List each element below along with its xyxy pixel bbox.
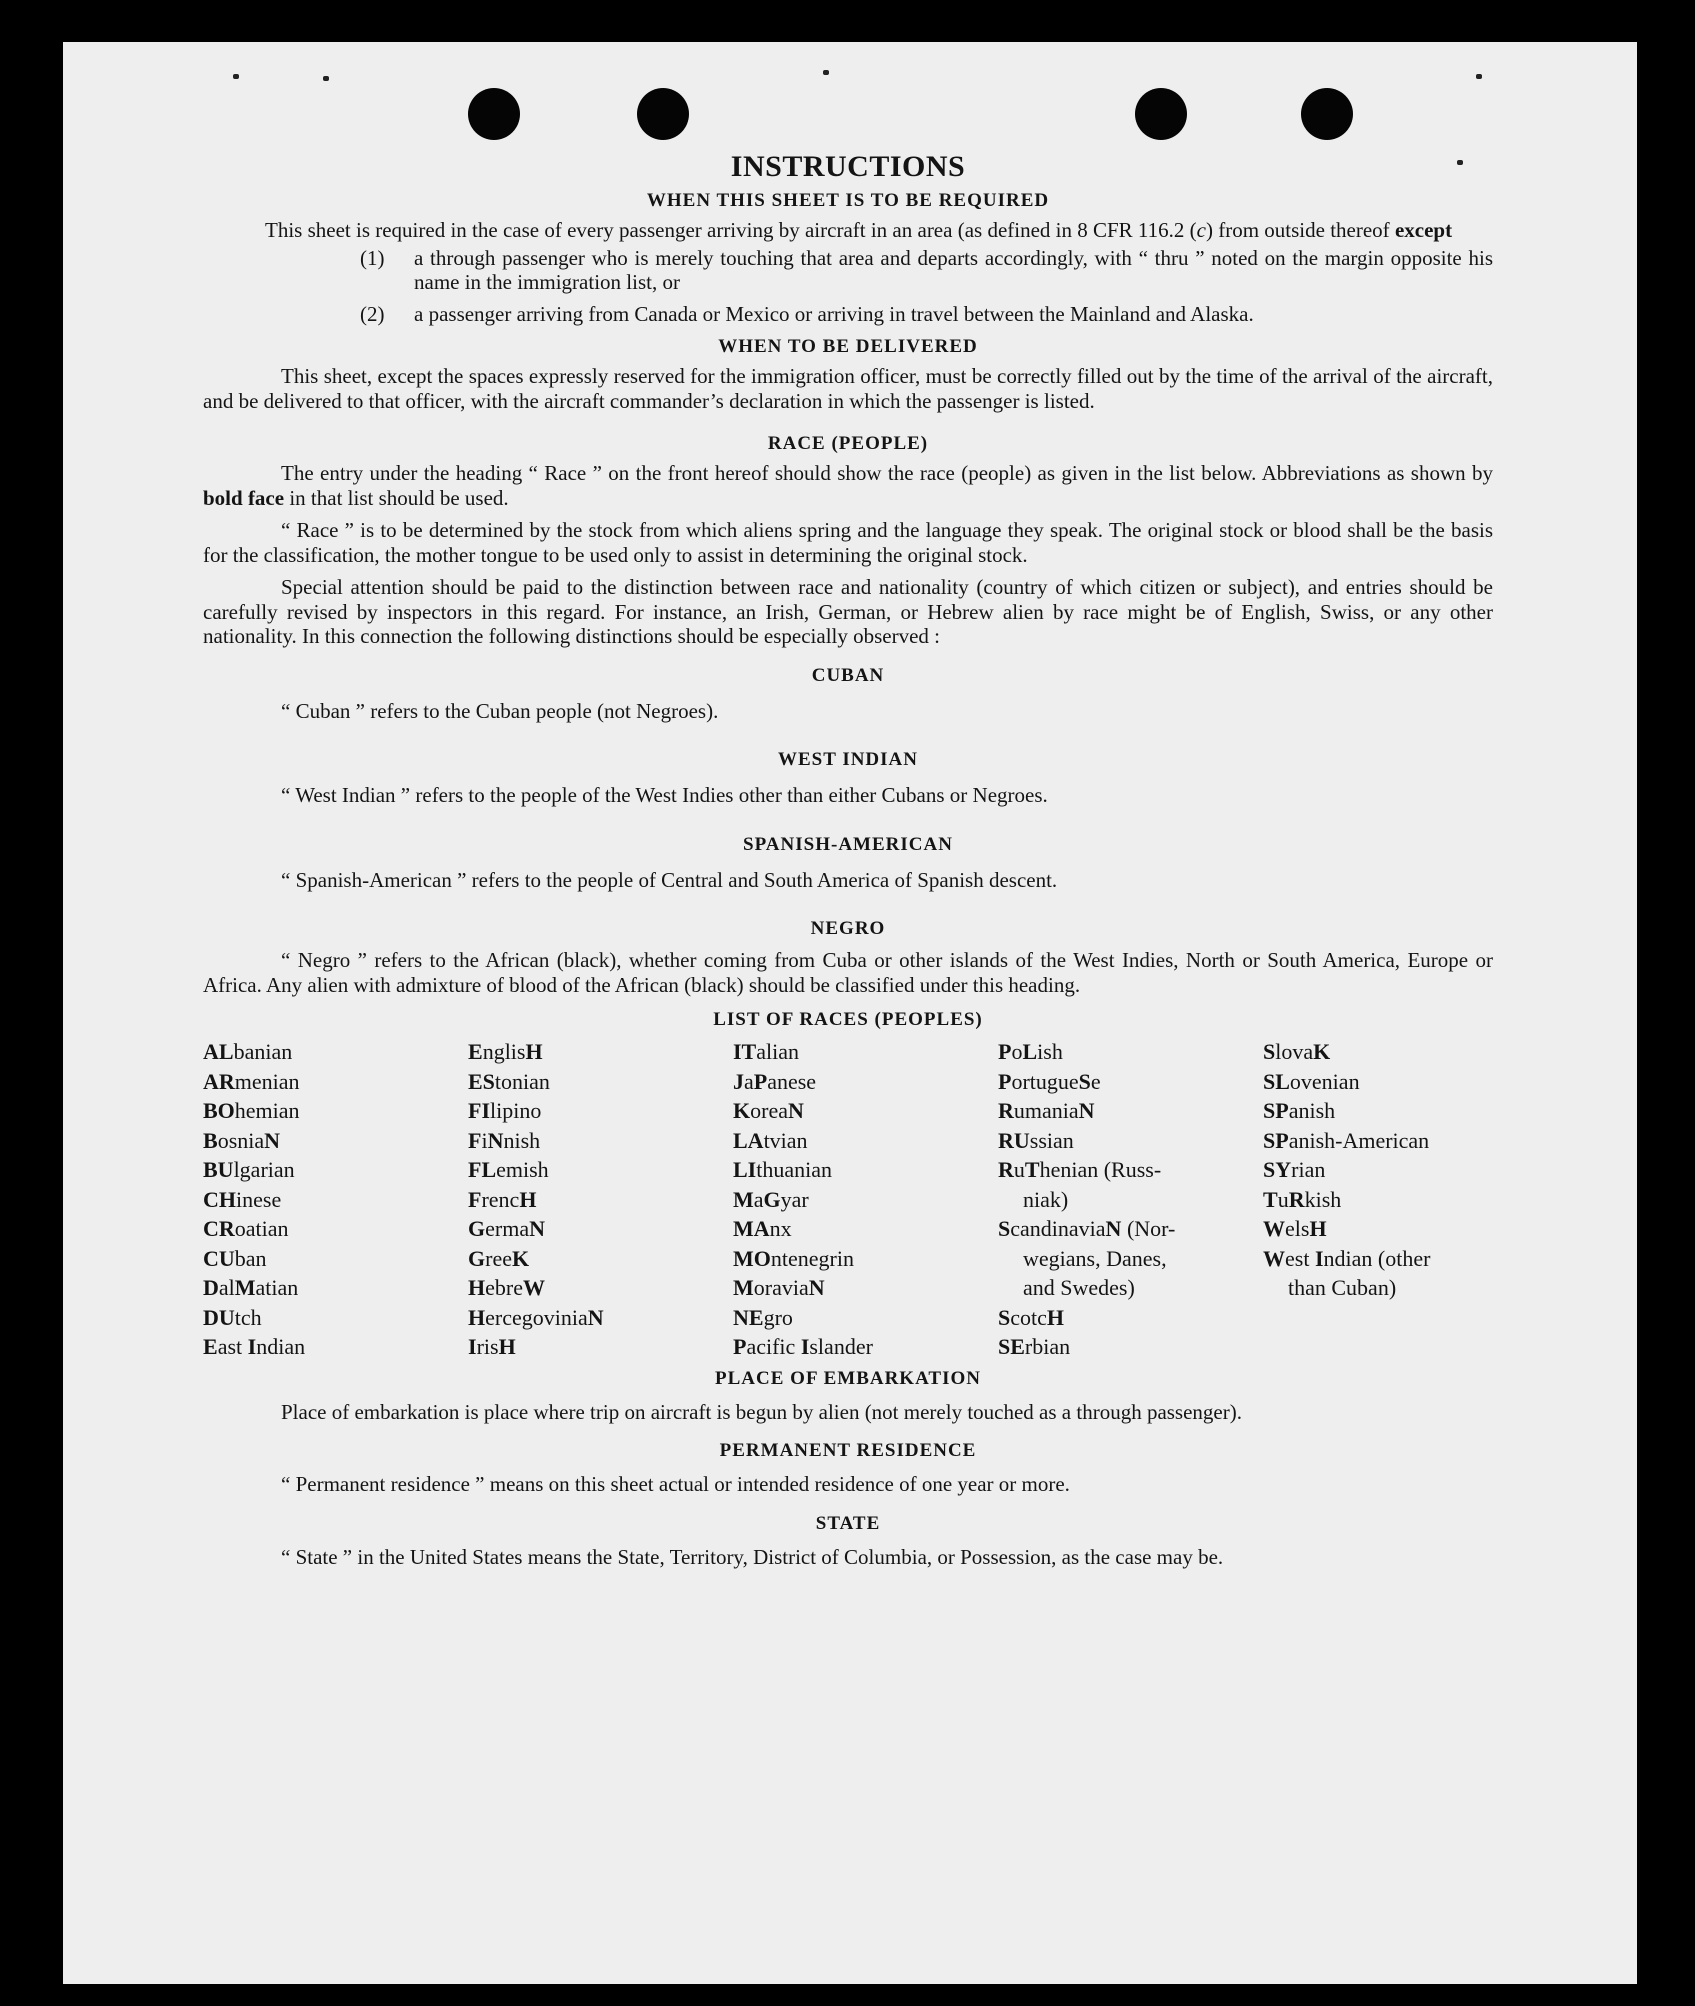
document-page [63,42,1637,1984]
race-entry: SlovaK [1263,1039,1331,1064]
race-entry: BOhemian [203,1098,300,1123]
paragraph: The entry under the heading “ Race ” on the front hereof should show the race (people) as given in the list below. Abbreviations as shown by bold face in that list should be used. [203,461,1493,510]
section-heading: RACE (PEOPLE) [767,433,929,454]
section-heading: NEGRO [810,918,886,939]
race-entry: than Cuban) [1288,1275,1397,1300]
race-entry: ScotcH [998,1304,1065,1330]
race-entry: and Swedes) [1023,1275,1135,1300]
race-entry: MOntenegrin [733,1245,854,1271]
speck [323,76,329,81]
race-entry: EStonian [468,1068,550,1094]
race-entry: NEgro [733,1304,793,1330]
punch-hole-1 [468,88,520,140]
paragraph: “ West Indian ” refers to the people of the West Indies other than either Cubans or Negroes. [281,783,1048,807]
paragraph: This sheet, except the spaces expressly reserved for the immigration officer, must be correctly filled out by the time of the arrival of the aircraft, and be delivered to that officer, with the aircraft commander’s declaration in which the passenger is listed. [203,364,1493,413]
race-entry: ARmenian [203,1068,300,1094]
race-entry: RUssian [998,1127,1074,1153]
race-entry: GreeK [468,1245,530,1271]
section-heading: WHEN THIS SHEET IS TO BE REQUIRED [646,190,1050,211]
section-heading: CUBAN [811,664,885,686]
race-entry: West Indian (other [1263,1245,1431,1271]
race-entry: CRoatian [203,1216,289,1241]
race-entry: DUtch [203,1304,262,1330]
race-entry: MaGyar [733,1186,809,1212]
page-title: INSTRUCTIONS [730,150,966,183]
race-entry: CUban [203,1245,267,1271]
race-entry: Pacific Islander [733,1334,873,1359]
section-heading: WHEN TO BE DELIVERED [718,336,978,357]
race-column [1263,1037,1528,1362]
section-heading: STATE [815,1512,881,1534]
race-entry: SErbian [998,1334,1071,1359]
speck [823,70,829,75]
race-entry: LAtvian [733,1127,808,1153]
punch-hole-4 [1301,88,1353,140]
paragraph: “ Race ” is to be determined by the stock from which aliens spring and the language they speak. The original stock or blood shall be the basis for the classification, the mother tongue to be used only to assist in determining the original stock. [203,518,1493,567]
race-entry: East Indian [203,1334,306,1359]
race-entry: LIthuanian [733,1157,833,1182]
race-entry: GermaN [468,1216,545,1241]
race-entry: FiNnish [468,1127,541,1153]
race-entry: KoreaN [733,1098,804,1123]
paragraph: “ Cuban ” refers to the Cuban people (not Negroes). [281,698,719,723]
race-entry: FLemish [468,1157,549,1182]
race-entry: EnglisH [468,1039,543,1064]
race-entry: FIlipino [468,1098,542,1123]
section-heading: WEST INDIAN [778,749,918,770]
section-heading: SPANISH-AMERICAN [743,833,953,855]
section-heading: PERMANENT RESIDENCE [719,1440,977,1461]
punch-hole-2 [637,88,689,140]
race-entry: MoraviaN [733,1275,825,1300]
race-entry: PortugueSe [998,1068,1101,1094]
race-entry: ITalian [733,1039,800,1064]
race-column [998,1037,1263,1362]
instructions-body [203,150,1493,1569]
race-entry: SPanish-American [1263,1127,1430,1153]
paragraph: Special attention should be paid to the distinction between race and nationality (country of which citizen or subject), and entries should be carefully revised by inspectors in this regard. For instance, an Irish, German, or Hebrew alien by race might be of English, Swiss, or any other nationality. In this connection the following distinctions should be especially observed : [203,575,1493,648]
race-column [203,1037,468,1362]
race-entry: HebreW [468,1275,545,1300]
race-entry: wegians, Danes, [1023,1245,1167,1271]
race-entry: TuRkish [1263,1186,1342,1212]
paragraph: “ State ” in the United States means the State, Territory, District of Columbia, or Possession, as the case may be. [281,1544,1224,1569]
race-entry: RumaniaN [998,1098,1095,1123]
list-item: (1) a through passenger who is merely touching that area and departs accordingly, with “ thru ” noted on the margin opposite his name in the immigration list, or [360,245,1493,294]
race-entry: FrencH [468,1186,537,1212]
race-entry: DalMatian [203,1275,299,1300]
paragraph: “ Spanish-American ” refers to the people of Central and South America of Spanish descent. [281,867,1058,892]
paragraph: “ Negro ” refers to the African (black), whether coming from Cuba or other islands of the West Indies, North or South America, Europe or Africa. Any alien with admixture of blood of the African (black) should be classified under this heading. [203,948,1493,997]
race-entry: CHinese [203,1186,282,1212]
race-entry: JaPanese [733,1068,817,1094]
section-heading: PLACE OF EMBARKATION [715,1367,981,1389]
race-entry: niak) [1023,1186,1069,1212]
race-entry: SLovenian [1263,1068,1360,1094]
paragraph: “ Permanent residence ” means on this sheet actual or intended residence of one year or more. [281,1472,1070,1496]
speck [233,74,239,79]
race-entry: IrisH [468,1334,516,1359]
section-heading: LIST OF RACES (PEOPLES) [713,1009,983,1030]
punch-hole-3 [1135,88,1187,140]
race-entry: ALbanian [203,1039,293,1064]
paragraph: Place of embarkation is place where trip on aircraft is begun by alien (not merely touched as a through passenger). [281,1399,1242,1424]
race-entry: RuThenian (Russ- [998,1157,1162,1182]
race-entry: SYrian [1263,1157,1326,1182]
speck [1476,74,1482,79]
race-entry: SPanish [1263,1098,1336,1123]
list-item: (2) a passenger arriving from Canada or Mexico or arriving in travel between the Mainland and Alaska. [360,301,1254,326]
race-entry: BUlgarian [203,1157,295,1182]
race-entry: MAnx [733,1216,792,1241]
race-entry: PoLish [998,1039,1063,1064]
race-column [733,1037,998,1362]
paragraph: This sheet is required in the case of every passenger arriving by aircraft in an area (as defined in 8 CFR 116.2 (c) from outside thereof except [265,218,1453,242]
race-entry: WelsH [1263,1216,1327,1241]
race-entry: HercegoviniaN [468,1304,604,1330]
race-list [203,1037,1493,1362]
race-column [468,1037,733,1362]
race-entry: BosniaN [203,1127,281,1153]
race-entry: ScandinaviaN (Nor- [998,1216,1176,1241]
